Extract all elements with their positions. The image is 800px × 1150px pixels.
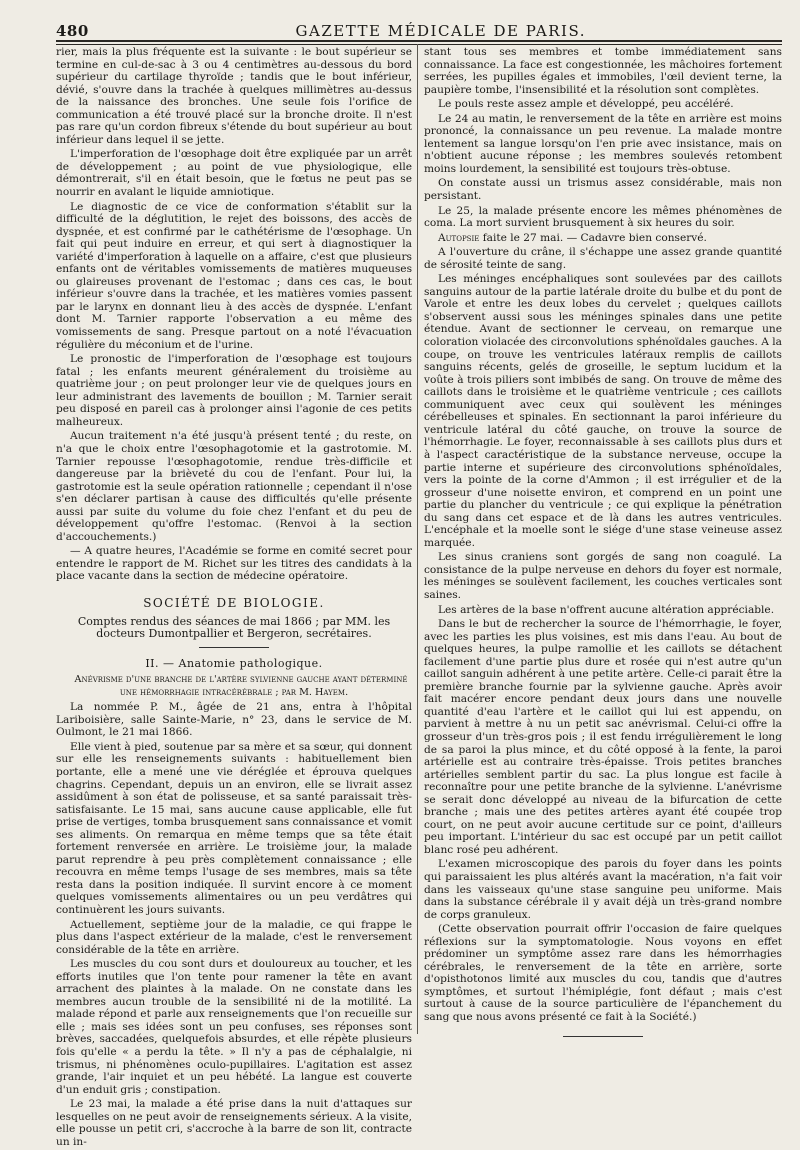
paragraph: Le 24 au matin, le renversement de la tête en arrière est moins prononcé, la connaissance un peu revenue. La malade montre lentement sa langue lorsqu'on l'en prie avec insistance, mais on n'obtient aucune réponse ; les membres soulevés retombent moins lourdement, la sensibilité est toujours très-obtuse. — [424, 112, 782, 175]
editor-note: (Cette observation pourrait offrir l'occasion de faire quelques réflexions sur la symptomatologie. Nous voyons en effet prédominer un symptôme assez rare dans les hémorrhagies cérébrales, le renversement de la tête en arrière, sorte d'opisthotonos limité aux muscles du cou, tandis que d'autres symptômes, et surtout l'hémiplégie, font défaut ; mais c'est surtout à cause de la source particulière de l'épanchement du sang que nous avons présenté ce fait à la Société.) — [424, 923, 782, 1024]
paragraph: Elle vient à pied, soutenue par sa mère et sa sœur, qui donnent sur elle les renseignements suivants : habituellement bien portante, elle a mené une vie déréglée et éprouva quelques chagrins. Cependant, depuis un an environ, elle se livrait assez assidûment à son état de polisseuse, et sa santé paraissait très-satisfaisante. Le 15 mai, sans aucune cause applicable, elle fut prise de vertiges, tomba brusquement sans connaissance et vomit ses aliments. On remarqua en même temps que sa tête était fortement renversée en arrière. Le troisième jour, la malade parut reprendre à peu près complètement connaissance ; elle recouvra en même temps l'usage de ses membres, mais sa tête resta dans la position indiquée. Il survint encore à ce moment quelques vomissements alimentaires ou un peu verdâtres qui continuèrent les jours suivants. — [56, 740, 412, 916]
column-divider — [417, 44, 418, 1034]
subsection-heading: II. — Anatomie pathologique. — [145, 656, 323, 670]
header-double-rule — [56, 40, 782, 45]
left-column — [56, 46, 412, 1150]
paragraph: Les muscles du cou sont durs et douloureux au toucher, et les efforts inutiles que l'on tente pour ramener la tête en avant arrachent des plaintes à la malade. On ne constate dans les membres aucun trouble de la sensibilité ni de la motilité. La malade répond et parle aux renseignements que l'on recueille sur elle ; mais ses idées sont un peu confuses, ses réponses sont brèves, saccadées, quelquefois absurdes, et elle répète plusieurs fois qu'elle « a perdu la tête. » Il n'y a pas de céphalalgie, ni trismus, ni phénomènes oculo-pupillaires. L'agitation est assez grande, l'air inquiet et un peu hébété. La langue est couverte d'un enduit gris ; constipation. — [56, 958, 412, 1096]
paragraph: — A quatre heures, l'Académie se forme en comité secret pour entendre le rapport de M. Richet sur les titres des candidats à la place vacante dans la section de médecine opératoire. — [56, 545, 412, 583]
paragraph: Le pouls reste assez ample et développé, peu accéléré. — [438, 98, 734, 111]
paragraph: Le 23 mai, la malade a été prise dans la nuit d'attaques sur lesquelles on ne peut avoir de renseignements sérieux. A la visite, elle pousse un petit cri, s'accroche à la barre de son lit, contracte un in- — [56, 1098, 412, 1148]
section-subtitle: Comptes rendus des séances de mai 1866 ; par MM. les docteurs Dumontpallier et Bergeron, secrétaires. — [77, 614, 391, 641]
paragraph: L'examen microscopique des parois du foyer dans les points qui paraissaient les plus altérés avant la macération, n'a fait voir dans les vaisseaux qu'une stase sanguine peu uniforme. Mais dans la substance cérébrale il y avait déjà un très-grand nombre de corps granuleux. — [424, 858, 782, 921]
autopsy-paragraph — [424, 232, 782, 245]
paragraph: stant tous ses membres et tombe immédiatement sans connaissance. La face est congestionnée, les mâchoires fortement serrées, les pupilles égales et immobiles, l'œil devient terne, la paupière tombe, l'insensibilité et la résolution sont complètes. — [424, 46, 782, 96]
right-column — [424, 46, 782, 1037]
paragraph: Actuellement, septième jour de la maladie, ce qui frappe le plus dans l'aspect extérieur de la malade, c'est le renversement considérable de la tête en arrière. — [56, 918, 412, 956]
case-title: Anévrisme d'une branche de l'artère sylvienne gauche ayant déterminé une hémorrhagie intracérébrale ; par M. Hayem. — [74, 674, 408, 698]
paragraph: Le pronostic de l'imperforation de l'œsophage est toujours fatal ; les enfants meurent généralement du troisième au quatrième jour ; on peut prolonger leur vie de quelques jours en leur administrant des lavements de bouillon ; M. Tarnier serait peu disposé en pareil cas à prolonger ainsi l'agonie de ces petits malheureux. — [56, 353, 412, 428]
paragraph: Dans le but de rechercher la source de l'hémorrhagie, le foyer, avec les parties les plus voisines, est mis dans l'eau. Au bout de quelques heures, la pulpe ramollie et les caillots se détachent facilement d'une partie plus dure et rosée qui n'est autre qu'un caillot sanguin adhérent à une petite artère. Celle-ci parait être la première branche fournie par la sylvienne gauche. Après avoir fait macérer encore pendant deux jours dans une nouvelle quantité d'eau l'artère et le caillot qui lui est appendu, on parvient à mettre à nu un petit sac anévrismal. Celui-ci offre la grosseur d'un très-gros pois ; il est fendu irrégulièrement le long de sa paroi la plus mince, et du côté opposé à la fente, la paroi artérielle est au contraire très-épaisse. Trois petites branches artérielles semblent partir du sac. La plus longue est facile à reconnaître pour une petite branche de la sylvienne. L'anévrisme se serait donc développé au niveau de la bifurcation de cette branche ; mais une des petites artères ayant été coupée trop court, on ne peut avoir aucune certitude sur ce point, d'ailleurs peu important. L'intérieur du sac est occupé par un petit caillot blanc rosé peu adhérent. — [424, 618, 782, 856]
paragraph: Les artères de la base n'offrent aucune altération appréciable. — [438, 603, 775, 616]
section-title: SOCIÉTÉ DE BIOLOGIE. — [143, 595, 325, 610]
page-header — [56, 18, 782, 40]
paragraph: Les sinus craniens sont gorgés de sang non coagulé. La consistance de la pulpe nerveuse en dehors du foyer est normale, les méninges se soulèvent facilement, les couches verticales sont saines. — [424, 551, 782, 601]
paragraph: A l'ouverture du crâne, il s'échappe une assez grande quantité de sérosité teinte de sang. — [424, 246, 782, 271]
paragraph: Aucun traitement n'a été jusqu'à présent tenté ; du reste, on n'a que le choix entre l'œsophagotomie et la gastrotomie. M. Tarnier repousse l'œsophagotomie, rendue très-difficile et dangereuse par la brièveté du cou de l'enfant. Pour lui, la gastrotomie est la seule opération rationnelle ; cependant il n'ose s'en déclarer partisan à cause des difficultés qu'elle présente aussi par suite du volume du foie chez l'enfant et du peu de développement qu'offre l'estomac. (Renvoi à la section d'accouchements.) — [56, 430, 412, 543]
autopsy-label: Autopsie — [438, 231, 480, 244]
paragraph: Le 25, la malade présente encore les mêmes phénomènes de coma. La mort survient brusquement à six heures du soir. — [424, 204, 782, 230]
paragraph: Le diagnostic de ce vice de conformation s'établit sur la difficulté de la déglutition, le rejet des boissons, des accès de dyspnée, et est confirmé par le cathétérisme de l'œsophage. Un fait qui peut induire en erreur, et qui sert à diagnostiquer la variété d'imperforation à laquelle on a affaire, c'est que plusieurs enfants ont de véritables vomissements de matières muqueuses ou glaireuses provenant de l'estomac ; dans ces cas, le bout inférieur s'ouvre dans la trachée, et les matières vomies passent par le larynx en donnant lieu à des accès de dyspnée. L'enfant dont M. Tarnier rapporte l'observation a eu même des vomissements de sang. Presque partout on a noté l'évacuation régulière du méconium et de l'urine. — [56, 200, 412, 351]
paragraph: Les méninges encéphaliques sont soulevées par des caillots sanguins autour de la partie latérale droite du bulbe et du pont de Varole et entre les deux lobes du cervelet ; quelques caillots s'observent aussi sous les méninges spinales dans une petite étendue. Avant de sectionner le cerveau, on remarque une coloration violacée des circonvolutions sphénoïdales gauches. A la coupe, on trouve les ventricules latéraux remplis de caillots sanguins récents, gelés de groseille, le septum lucidum et la voûte à trois piliers sont imbibés de sang. On trouve de même des caillots dans le troisième et le quatrième ventricule ; ces caillots communiquent avec ceux qui soulèvent les méninges cérébelleuses et spinales. En sectionnant la paroi inférieure du ventricule latéral du côté gauche, on trouve la source de l'hémorrhagie. Le foyer, reconnaissable à ses caillots plus durs et à l'aspect caractéristique de la substance nerveuse, occupe la partie interne et supérieure des circonvolutions sphénoïdales, vers la pointe de la corne d'Ammon ; il est irrégulier et de la grosseur d'une noisette environ, et comprend en un point une partie du plancher du ventricule ; ce qui explique la pénétration du sang dans cet espace et de là dans les autres ventricules. L'encéphale et la moelle sont le siége d'une stase veineuse assez marquée. — [424, 273, 782, 549]
paragraph: On constate aussi un trismus assez considérable, mais non persistant. — [424, 177, 782, 203]
section-rule — [199, 647, 269, 648]
article-end-rule — [563, 1036, 643, 1037]
paragraph: La nommée P. M., âgée de 21 ans, entra à l'hôpital Lariboisière, salle Sainte-Marie, n° 23, dans le service de M. Oulmont, le 21 mai 1866. — [56, 701, 412, 739]
autopsy-text: faite le 27 mai. — Cadavre bien conservé. — [479, 231, 707, 244]
paragraph: rier, mais la plus fréquente est la suivante : le bout supérieur se termine en cul-de-sac à 3 ou 4 centimètres au-dessous du bord supérieur du cartilage thyroïde ; tandis que le bout inférieur, dévié, s'ouvre dans la trachée à quelques millimètres au-dessus de la naissance des bronches. Une seule fois l'orifice de communication a été trouvé placé sur la bronche droite. Il n'est pas rare qu'un cordon fibreux s'étende du bout supérieur au bout inférieur dans lequel il se jette. — [56, 46, 412, 146]
page-number: 480 — [56, 22, 89, 40]
paragraph: L'imperforation de l'œsophage doit être expliquée par un arrêt de développement ; au point de vue physiologique, elle démontrerait, s'il en était besoin, que le fœtus ne peut pas se nourrir en avalant le liquide amniotique. — [56, 148, 412, 199]
running-title: GAZETTE MÉDICALE DE PARIS. — [295, 22, 586, 40]
